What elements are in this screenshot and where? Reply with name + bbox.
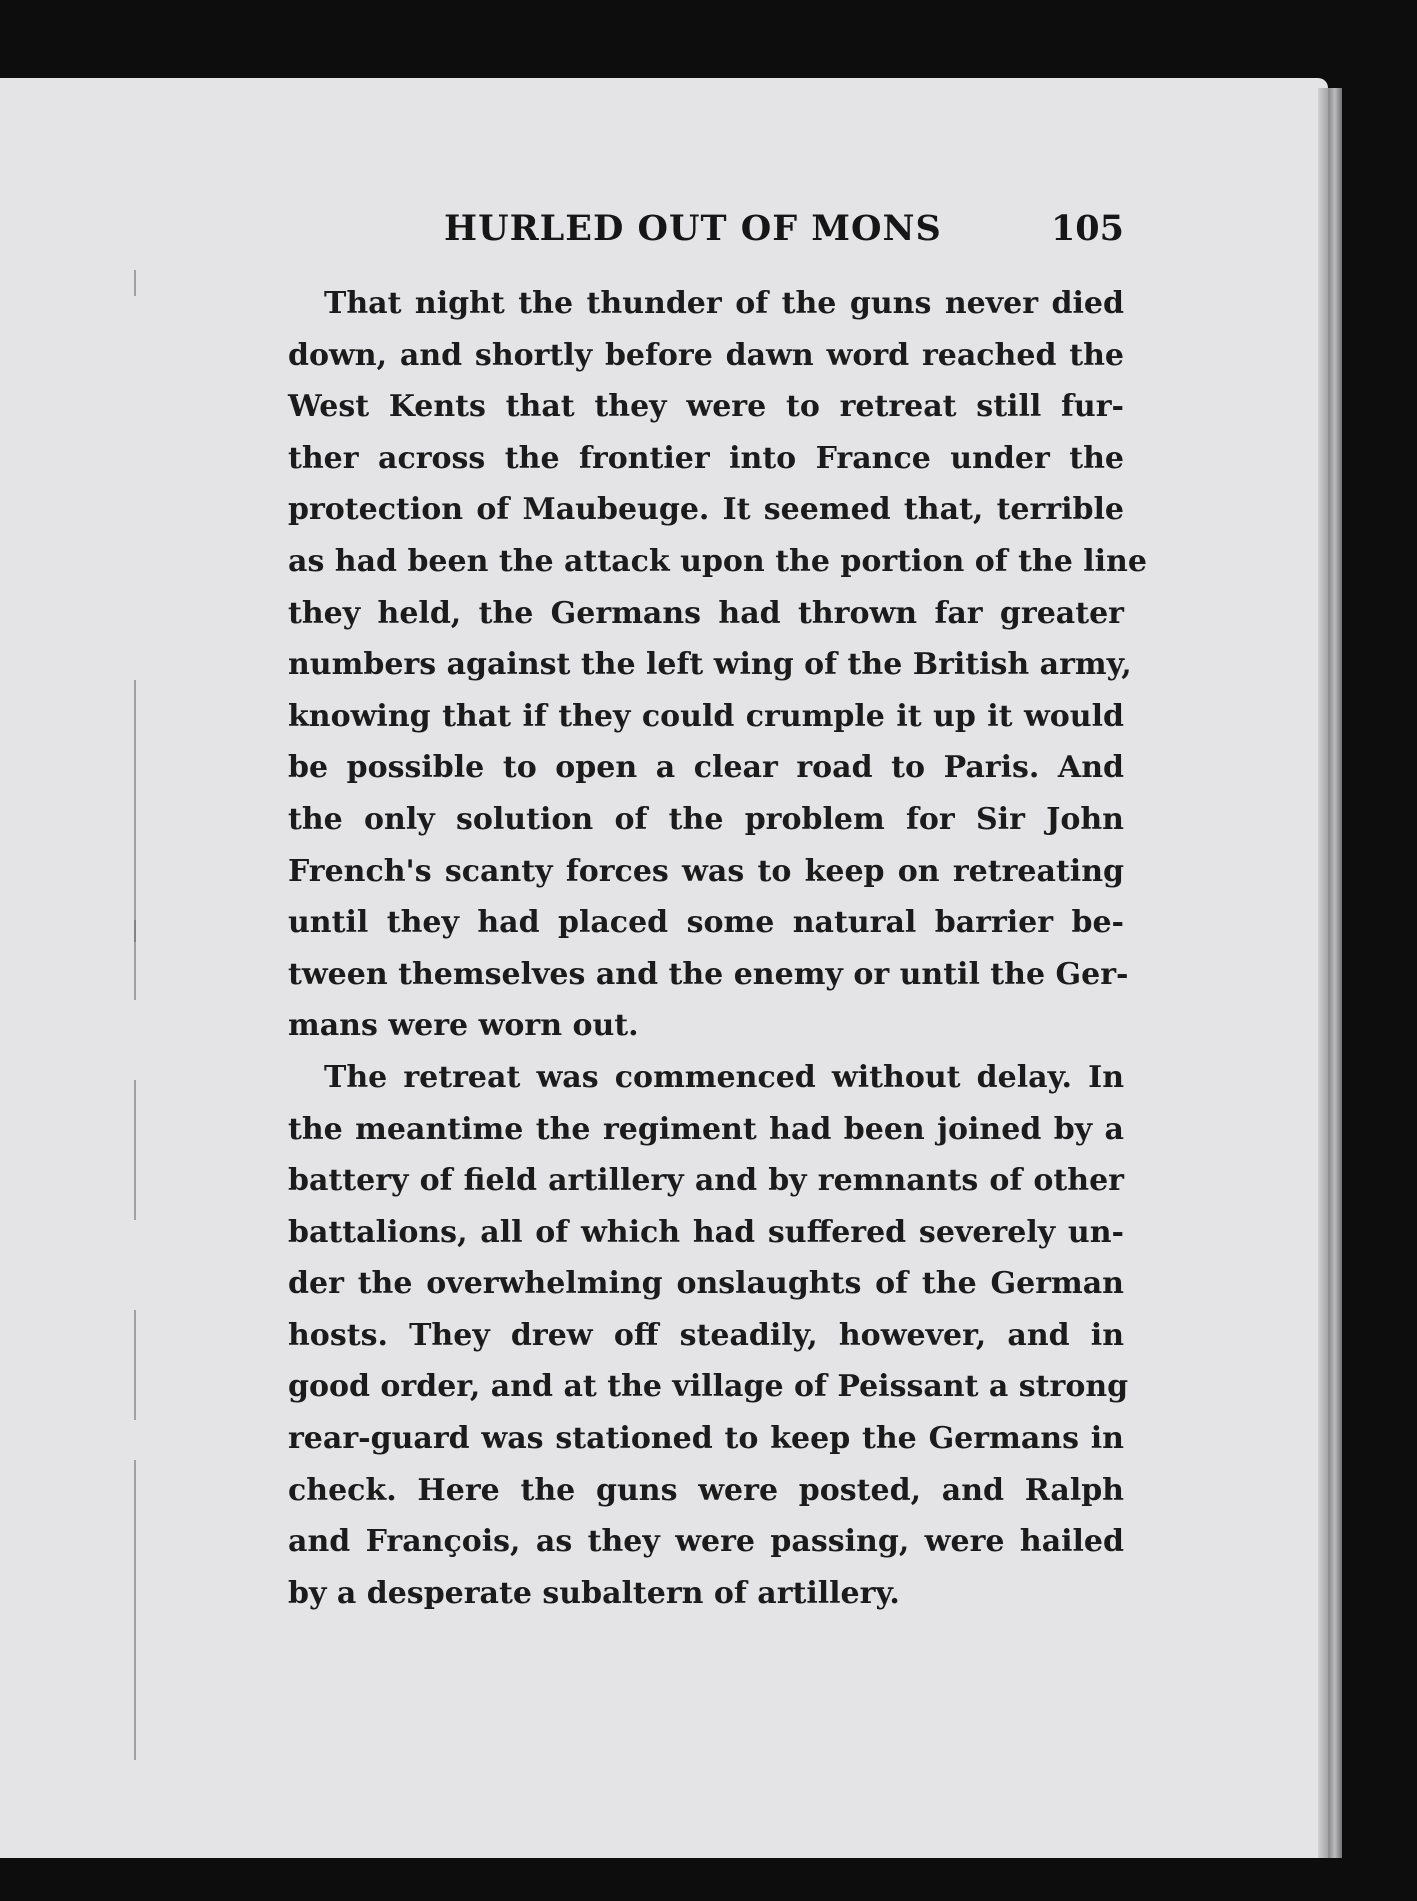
text-line: check. Here the guns were posted, and Ralph: [288, 1472, 1124, 1508]
text-line: battery of field artillery and by remnants of other: [288, 1163, 1124, 1199]
text-line: battalions, all of which had suffered severely un-: [288, 1214, 1124, 1250]
text-line: mans were worn out.: [288, 1008, 639, 1044]
text-line: be possible to open a clear road to Paris. And: [288, 750, 1124, 786]
text-line: by a desperate subaltern of artillery.: [288, 1575, 900, 1611]
page-edge-shadow: [1318, 88, 1342, 1858]
text-line: The retreat was commenced without delay. In: [324, 1059, 1124, 1095]
body-text: [288, 278, 1147, 1619]
running-head: HURLED OUT OF MONS: [444, 208, 942, 249]
text-line: as had been the attack upon the portion of the line: [288, 543, 1147, 579]
binding-marks: [128, 260, 144, 1780]
paragraph-2: [288, 1052, 1129, 1620]
text-line: rear-guard was stationed to keep the Germans in: [288, 1421, 1124, 1457]
text-line: the meantime the regiment had been joined by a: [288, 1111, 1124, 1147]
text-line: they held, the Germans had thrown far greater: [288, 595, 1124, 631]
text-line: French's scanty forces was to keep on retreating: [288, 853, 1124, 889]
text-line: the only solution of the problem for Sir John: [288, 801, 1124, 837]
text-line: ther across the frontier into France under the: [288, 440, 1124, 476]
text-line: until they had placed some natural barrier be-: [288, 905, 1124, 941]
text-line: hosts. They drew off steadily, however, and in: [288, 1317, 1124, 1353]
text-line: tween themselves and the enemy or until the Ger-: [288, 956, 1129, 992]
text-line: down, and shortly before dawn word reached the: [288, 337, 1124, 373]
page-number: 105: [1050, 208, 1124, 249]
text-line: and François, as they were passing, were hailed: [288, 1524, 1124, 1560]
page-header: [288, 208, 1124, 258]
paragraph-1: [288, 278, 1147, 1052]
text-line: good order, and at the village of Peissant a strong: [288, 1369, 1129, 1405]
text-line: protection of Maubeuge. It seemed that, terrible: [288, 492, 1124, 528]
text-line: knowing that if they could crumple it up it would: [288, 698, 1124, 734]
text-line: numbers against the left wing of the British army,: [288, 647, 1132, 683]
text-line: That night the thunder of the guns never died: [324, 286, 1124, 321]
text-line: der the overwhelming onslaughts of the German: [288, 1266, 1124, 1302]
text-line: West Kents that they were to retreat still fur-: [288, 389, 1124, 425]
